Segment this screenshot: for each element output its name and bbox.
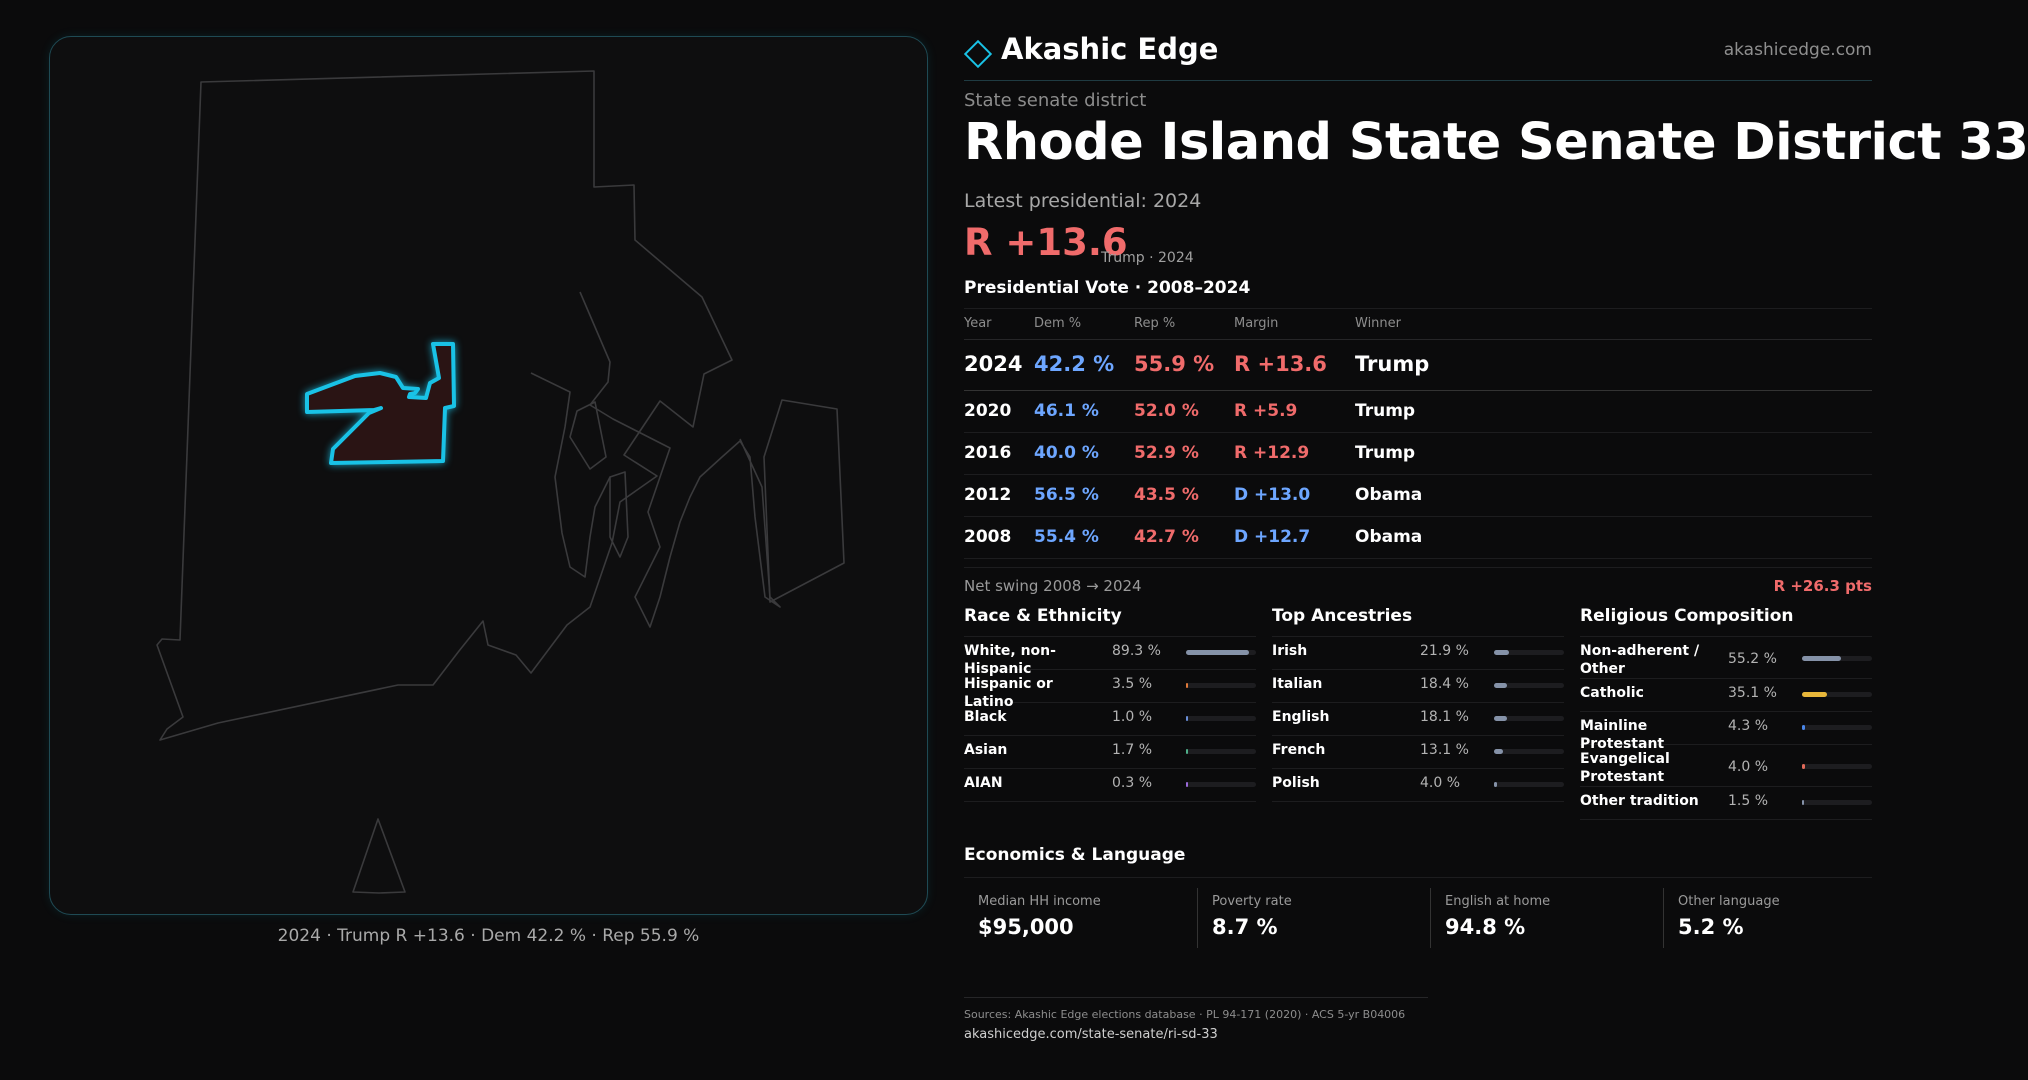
- demo-bar-track: [1802, 656, 1872, 661]
- demo-label: Other tradition: [1580, 793, 1699, 809]
- row-winner: Trump: [1355, 443, 1416, 463]
- section-title: Race & Ethnicity: [964, 606, 1256, 637]
- row-winner: Obama: [1355, 527, 1423, 547]
- demo-bar-track: [1186, 749, 1256, 754]
- demo-label: Irish: [1272, 643, 1308, 659]
- demo-bar-track: [1494, 782, 1564, 787]
- block-island-outline: [353, 819, 405, 893]
- demo-bar-fill: [1494, 716, 1507, 721]
- demo-percent: 18.4 %: [1420, 676, 1469, 692]
- latest-margin: R +13.6: [964, 221, 1128, 264]
- diamond-logo-icon: [964, 40, 992, 68]
- demo-bar-fill: [1186, 782, 1188, 787]
- demo-row: [964, 736, 1256, 769]
- demo-percent: 3.5 %: [1112, 676, 1153, 692]
- religion-section: [1580, 606, 1872, 820]
- economics-row: [964, 888, 1872, 948]
- table-row: [964, 433, 1872, 475]
- demo-label: Polish: [1272, 775, 1320, 791]
- swing-value: R +26.3 pts: [1773, 577, 1872, 595]
- header-year: Year: [964, 316, 992, 331]
- bay-shoreline-west: [531, 373, 610, 577]
- demo-label: Hispanic or Latino: [964, 676, 1053, 710]
- demo-percent: 13.1 %: [1420, 742, 1469, 758]
- row-year: 2024: [964, 352, 1023, 376]
- demo-percent: 1.5 %: [1728, 793, 1769, 809]
- ancestry-section: [1272, 606, 1564, 802]
- presidential-title: Presidential Vote · 2008–2024: [964, 278, 1251, 298]
- table-row: [964, 475, 1872, 517]
- demo-bar-fill: [1802, 725, 1805, 730]
- demo-row: [964, 637, 1256, 677]
- econ-label: Other language: [1678, 894, 1780, 909]
- demo-bar-track: [1186, 716, 1256, 721]
- row-margin: D +13.0: [1234, 485, 1311, 505]
- demo-row: [1272, 736, 1564, 769]
- race-ethnicity-section: [964, 606, 1256, 802]
- demo-label: AIAN: [964, 775, 1003, 791]
- header-winner: Winner: [1355, 316, 1402, 331]
- demo-bar-fill: [1494, 749, 1503, 754]
- econ-label: Poverty rate: [1212, 894, 1292, 909]
- footer: [964, 997, 1428, 1042]
- demo-percent: 89.3 %: [1112, 643, 1161, 659]
- demo-bar-track: [1186, 782, 1256, 787]
- demo-row: [1580, 787, 1872, 820]
- economics-title: Economics & Language: [964, 845, 1872, 878]
- econ-value: 94.8 %: [1445, 915, 1526, 939]
- table-row: [964, 517, 1872, 559]
- highlighted-district[interactable]: [307, 344, 454, 463]
- demo-bar-track: [1802, 764, 1872, 769]
- row-year: 2020: [964, 401, 1012, 421]
- demo-bar-fill: [1494, 650, 1509, 655]
- district-map[interactable]: [50, 37, 929, 916]
- header-margin: Margin: [1234, 316, 1279, 331]
- row-dem: 55.4 %: [1034, 527, 1099, 547]
- demo-label: Black: [964, 709, 1007, 725]
- sources-note: Sources: Akashic Edge elections database · PL 94-171 (2020) · ACS 5-yr B04006: [964, 1008, 1406, 1021]
- row-rep: 43.5 %: [1134, 485, 1199, 505]
- bay-shoreline-east: [580, 292, 780, 627]
- table-row: [964, 391, 1872, 433]
- row-winner: Trump: [1355, 401, 1416, 421]
- district-type: State senate district: [964, 90, 1147, 111]
- latest-presidential: Latest presidential: 2024: [964, 190, 1202, 212]
- demo-percent: 4.0 %: [1420, 775, 1461, 791]
- page-title: Rhode Island State Senate District 33: [964, 113, 2028, 172]
- row-margin: R +12.9: [1234, 443, 1310, 463]
- demo-bar-track: [1494, 749, 1564, 754]
- row-rep: 42.7 %: [1134, 527, 1199, 547]
- demo-row: [1580, 637, 1872, 679]
- demo-percent: 0.3 %: [1112, 775, 1153, 791]
- demo-percent: 1.0 %: [1112, 709, 1153, 725]
- row-rep: 52.0 %: [1134, 401, 1199, 421]
- demo-row: [964, 670, 1256, 710]
- row-year: 2008: [964, 527, 1012, 547]
- brand-url[interactable]: akashicedge.com: [1723, 40, 1872, 60]
- demo-percent: 55.2 %: [1728, 651, 1777, 667]
- econ-label: English at home: [1445, 894, 1551, 909]
- latest-margin-note: Trump · 2024: [1101, 250, 1194, 266]
- demo-label: Non-adherent / Other: [1580, 643, 1700, 677]
- swing-label: Net swing 2008 → 2024: [964, 577, 1142, 595]
- row-year: 2012: [964, 485, 1012, 505]
- demo-bar-track: [1186, 683, 1256, 688]
- demo-row: [1580, 679, 1872, 712]
- demo-bar-fill: [1186, 650, 1249, 655]
- map-caption: 2024 · Trump R +13.6 · Dem 42.2 % · Rep 55.9 %: [277, 926, 700, 946]
- row-dem: 40.0 %: [1034, 443, 1099, 463]
- row-winner: Trump: [1355, 352, 1430, 376]
- demo-label: Catholic: [1580, 685, 1644, 701]
- econ-value: 5.2 %: [1678, 915, 1744, 939]
- row-rep: 52.9 %: [1134, 443, 1199, 463]
- aquidneck-island-outline: [764, 400, 844, 602]
- demo-percent: 1.7 %: [1112, 742, 1153, 758]
- demo-label: Mainline Protestant: [1580, 718, 1665, 752]
- demo-row: [1580, 712, 1872, 752]
- demo-bar-track: [1186, 650, 1256, 655]
- table-header: [964, 309, 1872, 340]
- demo-bar-fill: [1186, 749, 1188, 754]
- row-margin: D +12.7: [1234, 527, 1311, 547]
- econ-value: 8.7 %: [1212, 915, 1278, 939]
- demo-row: [1272, 703, 1564, 736]
- demo-row: [1580, 745, 1872, 787]
- header-rep: Rep %: [1134, 316, 1176, 331]
- section-title: Religious Composition: [1580, 606, 1872, 637]
- econ-stat: [1663, 888, 1881, 948]
- demo-row: [964, 769, 1256, 802]
- demo-row: [964, 703, 1256, 736]
- demo-row: [1272, 769, 1564, 802]
- demo-percent: 4.3 %: [1728, 718, 1769, 734]
- presidential-table: [964, 308, 1872, 559]
- demo-bar-fill: [1802, 800, 1804, 805]
- demo-row: [1272, 670, 1564, 703]
- demo-percent: 4.0 %: [1728, 759, 1769, 775]
- section-title: Top Ancestries: [1272, 606, 1564, 637]
- econ-label: Median HH income: [978, 894, 1101, 909]
- demo-percent: 35.1 %: [1728, 685, 1777, 701]
- row-rep: 55.9 %: [1134, 352, 1215, 376]
- demo-bar-fill: [1802, 764, 1805, 769]
- row-winner: Obama: [1355, 485, 1423, 505]
- conanicut-island-outline: [610, 472, 628, 557]
- row-year: 2016: [964, 443, 1012, 463]
- demo-percent: 18.1 %: [1420, 709, 1469, 725]
- row-margin: R +13.6: [1234, 352, 1327, 376]
- demo-bar-track: [1494, 650, 1564, 655]
- econ-stat: [1430, 888, 1648, 948]
- demo-bar-fill: [1494, 683, 1507, 688]
- header-dem: Dem %: [1034, 316, 1082, 331]
- demo-bar-track: [1802, 692, 1872, 697]
- econ-stat: [964, 888, 1182, 948]
- row-dem: 56.5 %: [1034, 485, 1099, 505]
- demo-percent: 21.9 %: [1420, 643, 1469, 659]
- econ-value: $95,000: [978, 915, 1074, 939]
- demo-bar-track: [1494, 683, 1564, 688]
- permalink[interactable]: akashicedge.com/state-senate/ri-sd-33: [964, 1027, 1218, 1042]
- demo-bar-track: [1802, 725, 1872, 730]
- demo-bar-fill: [1186, 683, 1188, 688]
- net-swing: [964, 567, 1872, 595]
- demo-label: White, non-Hispanic: [964, 643, 1056, 677]
- row-dem: 42.2 %: [1034, 352, 1115, 376]
- demo-label: Evangelical Protestant: [1580, 751, 1670, 785]
- demo-label: French: [1272, 742, 1326, 758]
- row-margin: R +5.9: [1234, 401, 1298, 421]
- demo-bar-fill: [1802, 656, 1841, 661]
- map-panel[interactable]: [49, 36, 928, 915]
- demo-row: [1272, 637, 1564, 670]
- demo-label: English: [1272, 709, 1330, 725]
- econ-stat: [1197, 888, 1415, 948]
- demo-bar-track: [1802, 800, 1872, 805]
- demo-label: Italian: [1272, 676, 1323, 692]
- demo-label: Asian: [964, 742, 1008, 758]
- table-row: [964, 340, 1872, 391]
- row-dem: 46.1 %: [1034, 401, 1099, 421]
- demo-bar-fill: [1186, 716, 1188, 721]
- brand-header: [964, 30, 1872, 81]
- demo-bar-fill: [1802, 692, 1827, 697]
- demo-bar-fill: [1494, 782, 1497, 787]
- demo-bar-track: [1494, 716, 1564, 721]
- brand-name: Akashic Edge: [1001, 32, 1219, 66]
